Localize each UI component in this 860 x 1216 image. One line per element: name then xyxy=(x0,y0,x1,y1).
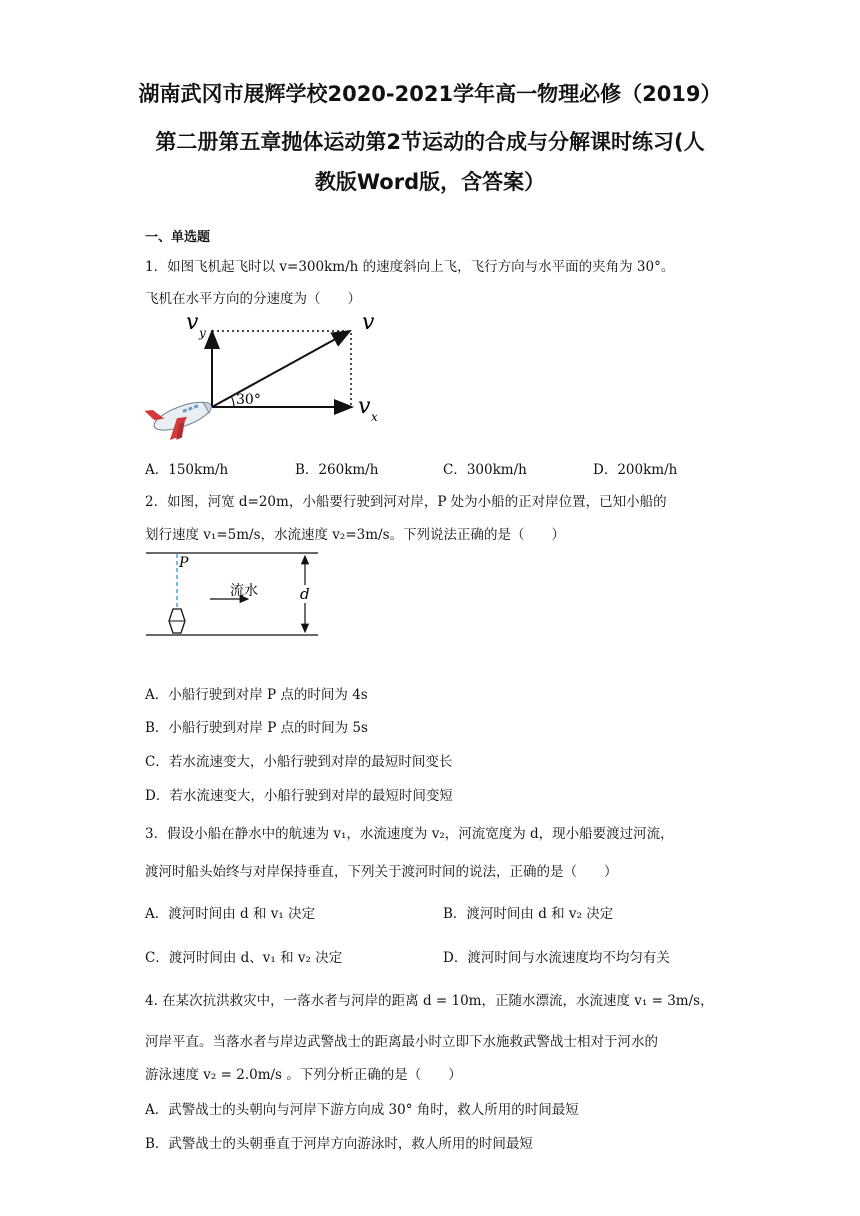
label-p: P xyxy=(179,555,189,571)
q2-text-line-1: 2．如图，河宽 d=20m，小船要行驶到河对岸，P 处为小船的正对岸位置，已知小船的 xyxy=(145,494,667,510)
q4-option-b: B．武警战士的头朝垂直于河岸方向游泳时，救人所用的时间最短 xyxy=(145,1136,533,1152)
q2-option-d: D．若水流速变大，小船行驶到对岸的最短时间变短 xyxy=(145,788,453,804)
q4-text-line-3: 游泳速度 v₂ = 2.0m/s 。下列分析正确的是（ ） xyxy=(145,1067,462,1083)
label-vx: v xyxy=(358,394,371,419)
q2-river-diagram xyxy=(140,545,330,645)
q3-option-b: B．渡河时间由 d 和 v₂ 决定 xyxy=(443,906,614,922)
q1-option-b: B．260km/h xyxy=(295,462,379,478)
v-arrow xyxy=(212,331,350,407)
label-vy: v xyxy=(186,310,199,335)
label-vy-sub: y xyxy=(199,326,206,340)
q3-option-d: D．渡河时间与水流速度均不均匀有关 xyxy=(443,950,670,966)
label-vx-sub: x xyxy=(371,410,378,424)
q1-velocity-diagram xyxy=(140,305,380,445)
label-flow: 流水 xyxy=(230,583,258,599)
q3-text-line-1: 3．假设小船在静水中的航速为 v₁，水流速度为 v₂，河流宽度为 d，现小船要渡过河流， xyxy=(145,826,674,842)
q4-text-line-2: 河岸平直。当落水者与岸边武警战士的距离最小时立即下水施救武警战士相对于河水的 xyxy=(145,1034,658,1050)
q2-option-c: C．若水流速变大，小船行驶到对岸的最短时间变长 xyxy=(145,754,453,770)
q3-option-a: A．渡河时间由 d 和 v₁ 决定 xyxy=(145,906,316,922)
q2-text-line-2: 划行速度 v₁=5m/s，水流速度 v₂=3m/s。下列说法正确的是（ ） xyxy=(145,527,566,543)
document-title-line-1: 湖南武冈市展辉学校2020-2021学年高一物理必修（2019） xyxy=(138,82,722,106)
q1-option-d: D．200km/h xyxy=(593,462,678,478)
label-v: v xyxy=(362,310,375,335)
label-d: d xyxy=(300,585,310,603)
q4-text-line-1: 4. 在某次抗洪救灾中，一落水者与河岸的距离 d = 10m，正随水漂流，水流速度 v₁ = 3m/s， xyxy=(145,993,714,1009)
q1-text-line-1: 1．如图飞机起飞时以 v=300km/h 的速度斜向上飞，飞行方向与水平面的夹角为 30°。 xyxy=(145,259,675,275)
angle-arc xyxy=(231,396,234,407)
q1-text-line-2: 飞机在水平方向的分速度为（ ） xyxy=(145,291,361,307)
q1-option-a: A．150km/h xyxy=(145,462,229,478)
q4-option-a: A．武警战士的头朝向与河岸下游方向成 30° 角时，救人所用的时间最短 xyxy=(145,1102,579,1118)
q3-option-c: C．渡河时间由 d、v₁ 和 v₂ 决定 xyxy=(145,950,343,966)
q2-option-a: A．小船行驶到对岸 P 点的时间为 4s xyxy=(145,687,368,703)
label-angle: 30° xyxy=(236,392,261,408)
document-title-line-3: 教版Word版，含答案） xyxy=(314,170,546,194)
q3-text-line-2: 渡河时船头始终与对岸保持垂直，下列关于渡河时间的说法，正确的是（ ） xyxy=(145,864,618,880)
q2-option-b: B．小船行驶到对岸 P 点的时间为 5s xyxy=(145,720,368,736)
q1-option-c: C．300km/h xyxy=(443,462,527,478)
airplane-icon xyxy=(144,389,218,445)
section-heading: 一、单选题 xyxy=(145,230,211,245)
document-title-line-2: 第二册第五章抛体运动第2节运动的合成与分解课时练习(人 xyxy=(155,130,705,154)
